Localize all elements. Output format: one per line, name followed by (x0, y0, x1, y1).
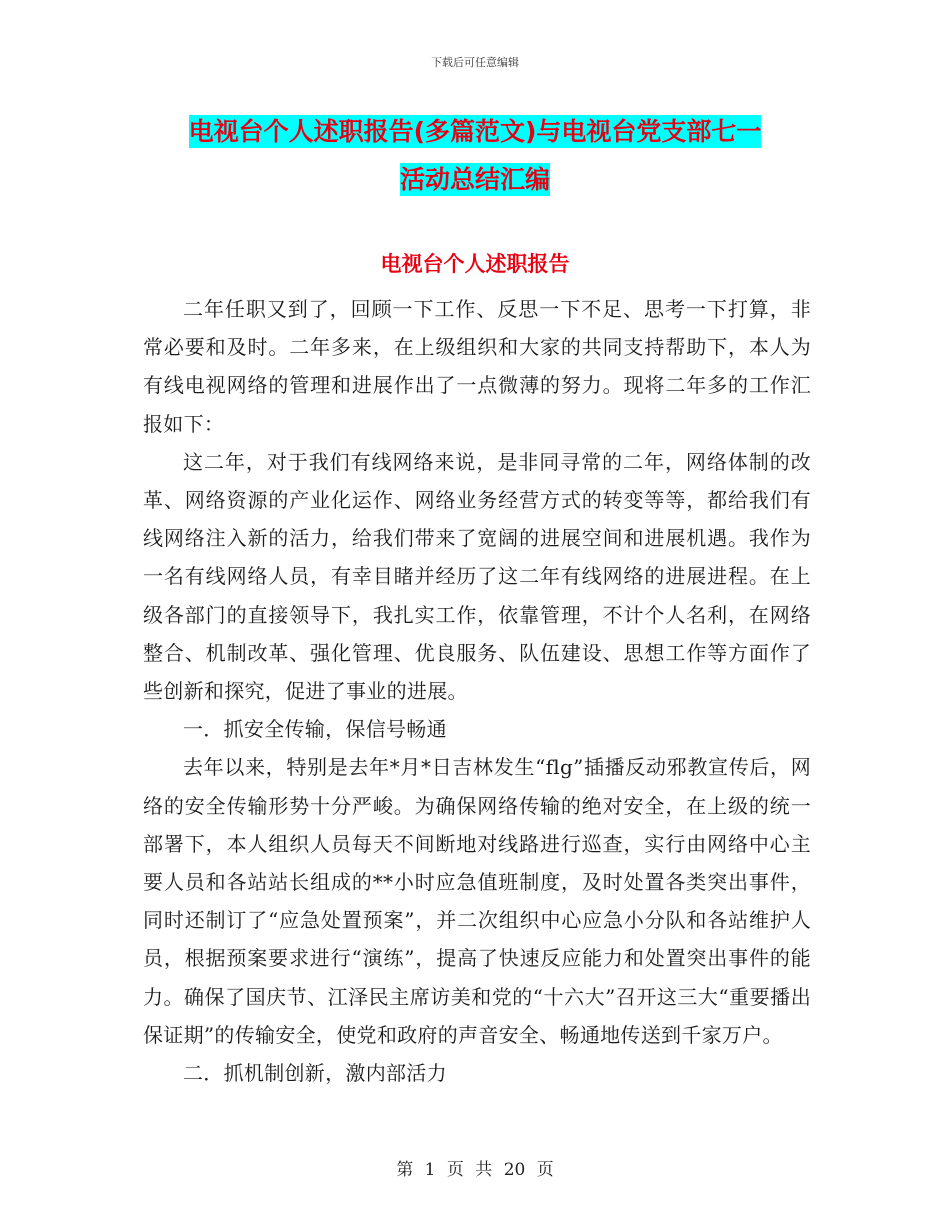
document-title-line-2: 活动总结汇编 (399, 165, 550, 194)
header-note: 下载后可任意编辑 (431, 56, 519, 69)
document-body (143, 290, 811, 1092)
paragraph-intro: 二年任职又到了，回顾一下工作、反思一下不足、思考一下打算，非常必要和及时。二年多来，在上级组织和大家的共同支持帮助下，本人为有线电视网络的管理和进展作出了一点微薄的努力。现将二年多的工作汇报如下： (143, 297, 811, 436)
heading-safe-transmission: 一．抓安全传输，保信号畅通 (183, 717, 447, 742)
document-title-line-1: 电视台个人述职报告(多篇范文)与电视台党支部七一 (188, 117, 762, 146)
page-footer: 第 1 页 共 20 页 (396, 1160, 554, 1180)
paragraph-safe-transmission: 去年以来，特别是去年*月*日吉林发生“flg”插播反动邪教宣传后，网络的安全传输形势十分严峻。为确保网络传输的绝对安全，在上级的统一部署下，本人组织人员每天不间断地对线路进行巡查，实行由网络中心主要人员和各站站长组成的**小时应急值班制度，及时处置各类突出事件，同时还制订了“应急处置预案”，并二次组织中心应急小分队和各站维护人员，根据预案要求进行“演练”，提高了快速反应能力和处置突出事件的能力。确保了国庆节、江泽民主席访美和党的“十六大”召开这三大“重要播出保证期”的传输安全，使党和政府的声音安全、畅通地传送到千家万户。 (143, 755, 811, 1047)
heading-mechanism-innovation: 二．抓机制创新，激内部活力 (183, 1061, 447, 1086)
paragraph-overview: 这二年，对于我们有线网络来说，是非同寻常的二年，网络体制的改革、网络资源的产业化运作、网络业务经营方式的转变等等，都给我们有线网络注入新的活力，给我们带来了宽阔的进展空间和进展机遇。我作为一名有线网络人员，有幸目睹并经历了这二年有线网络的进展进程。在上级各部门的直接领导下，我扎实工作，依靠管理，不计个人名利，在网络整合、机制改革、强化管理、优良服务、队伍建设、思想工作等方面作了些创新和探究，促进了事业的进展。 (143, 449, 811, 704)
section-title: 电视台个人述职报告 (380, 252, 570, 276)
document-title (145, 108, 805, 204)
